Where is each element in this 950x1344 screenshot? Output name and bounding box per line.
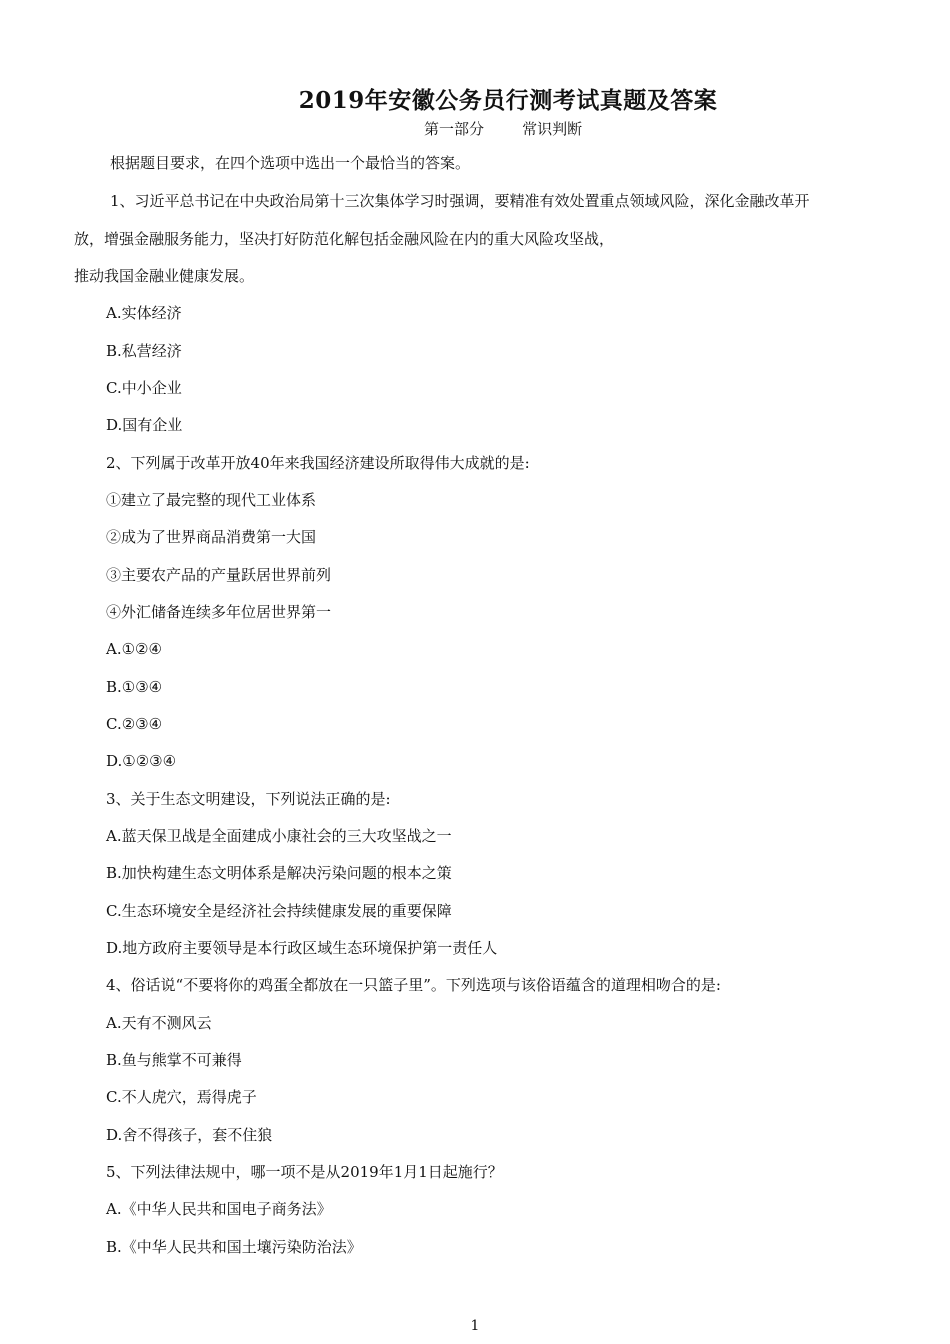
question-2-option-c: C.②③④ [106,715,163,733]
question-4-option-c: C.不人虎穴，焉得虎子 [106,1088,257,1106]
page-number: 1 [470,1318,480,1334]
question-2-item-1: ①建立了最完整的现代工业体系 [106,491,317,509]
question-3-option-a: A.蓝天保卫战是全面建成小康社会的三大攻坚战之一 [106,827,452,845]
question-3-option-d: D.地方政府主要领导是本行政区域生态环境保护第一责任人 [106,939,498,957]
question-4-stem: 4、俗话说“不要将你的鸡蛋全都放在一只篮子里”。下列选项与该俗语蕴含的道理相吻合的是: [106,976,721,994]
question-4-option-d: D.舍不得孩子，套不住狼 [106,1126,273,1144]
section-heading: 第一部分 常识判断 [424,120,583,138]
question-5-stem: 5、下列法律法规中，哪一项不是从2019年1月1日起施行？ [106,1163,503,1181]
question-5-option-a: A.《中华人民共和国电子商务法》 [106,1200,332,1218]
question-2-option-b: B.①③④ [106,678,163,696]
question-1-stem-line-3: 推动我国金融业健康发展。 [74,267,255,285]
question-2-item-4: ④外汇储备连续多年位居世界第一 [106,603,332,621]
question-1-option-c: C.中小企业 [106,379,182,397]
question-5-option-b: B.《中华人民共和国土壤污染防治法》 [106,1238,362,1256]
document-title: 2019年安徽公务员行测考试真题及答案 [298,87,718,114]
question-3-option-c: C.生态环境安全是经济社会持续健康发展的重要保障 [106,902,452,920]
question-1-option-a: A.实体经济 [106,304,182,322]
question-2-item-3: ③主要农产品的产量跃居世界前列 [106,566,332,584]
instruction-text: 根据题目要求，在四个选项中选出一个最恰当的答案。 [110,154,471,172]
question-3-stem: 3、关于生态文明建设，下列说法正确的是: [106,790,391,808]
question-1-stem-line-2: 放，增强金融服务能力，坚决打好防范化解包括金融风险在内的重大风险攻坚战， [74,230,615,248]
question-4-option-a: A.天有不测风云 [106,1014,212,1032]
question-2-stem: 2、下列属于改革开放40年来我国经济建设所取得伟大成就的是: [106,454,530,472]
question-1-option-d: D.国有企业 [106,416,183,434]
question-1-option-b: B.私营经济 [106,342,182,360]
question-2-option-d: D.①②③④ [106,752,177,770]
question-4-option-b: B.鱼与熊掌不可兼得 [106,1051,242,1069]
question-2-item-2: ②成为了世界商品消费第一大国 [106,528,317,546]
question-2-option-a: A.①②④ [106,640,162,658]
question-1-stem-line-1: 1、习近平总书记在中央政治局第十三次集体学习时强调，要精准有效处置重点领域风险，深化金融改革开 [110,192,810,210]
question-3-option-b: B.加快构建生态文明体系是解决污染问题的根本之策 [106,864,452,882]
